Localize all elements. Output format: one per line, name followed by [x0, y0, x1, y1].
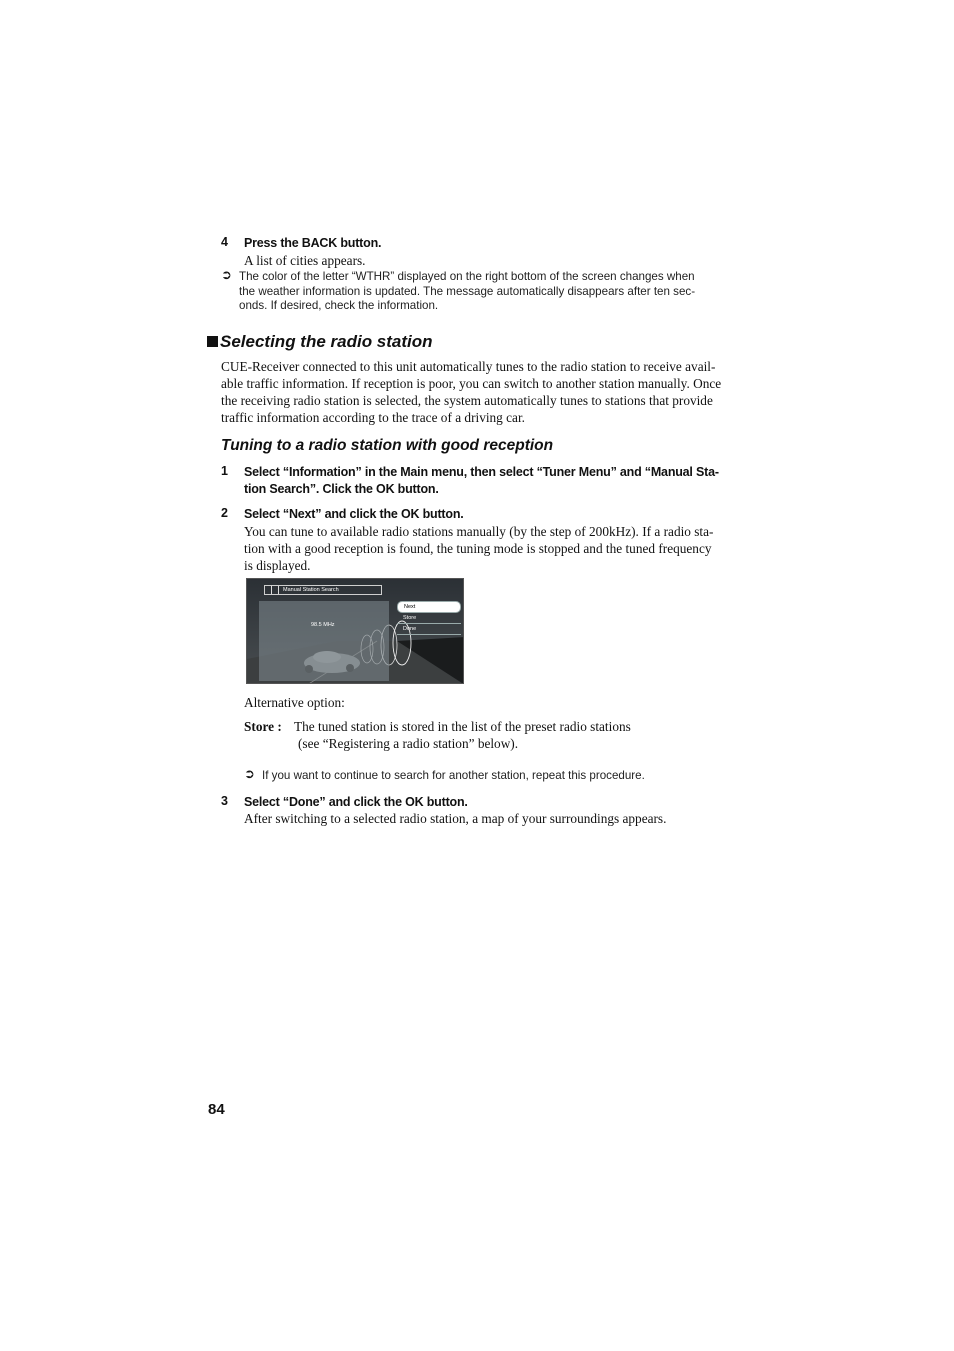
store-description-cont: (see “Registering a radio station” below).: [298, 736, 519, 751]
screen-menu: [397, 601, 461, 635]
note-arrow-icon: ➲: [221, 267, 232, 282]
menu-item-done[interactable]: Done: [397, 624, 461, 635]
section-title-text: Selecting the radio station: [220, 332, 433, 351]
step-1-number: 1: [221, 464, 228, 478]
note-arrow-icon: ➲: [244, 766, 255, 781]
screen-title: Manual Station Search: [283, 587, 339, 593]
store-description: The tuned station is stored in the list of the preset radio stations: [294, 719, 631, 734]
step-2-body: [244, 523, 713, 574]
section-paragraph: [221, 358, 761, 426]
page-number: 84: [208, 1101, 225, 1118]
subsection-title: Tuning to a radio station with good reception: [221, 437, 554, 454]
step-2-heading: Select “Next” and click the OK button.: [244, 507, 464, 521]
heading-line: Select “Information” in the Main menu, then select “Tuner Menu” and “Manual Sta-: [244, 465, 719, 479]
frequency-panel: [259, 601, 389, 681]
paragraph-line: CUE-Receiver connected to this unit automatically tunes to the radio station to receive avail-: [221, 359, 716, 374]
heading-line: tion Search”. Click the OK button.: [244, 482, 439, 496]
tuned-frequency: 98.5 MHz: [311, 622, 335, 628]
body-line: You can tune to available radio stations manually (by the step of 200kHz). If a radio sta-: [244, 524, 714, 539]
manual-station-search-screenshot: [246, 578, 464, 684]
alternative-option-intro: Alternative option:: [244, 695, 345, 710]
step-2-number: 2: [221, 506, 228, 520]
paragraph-line: the receiving radio station is selected, the system automatically tunes to stations that provide: [221, 393, 713, 408]
paragraph-line: traffic information according to the trace of a driving car.: [221, 410, 525, 425]
step-1-heading: [244, 464, 719, 498]
screen-title-bar: [264, 585, 382, 595]
menu-item-next[interactable]: Next: [397, 601, 461, 613]
step-4-number: 4: [221, 235, 228, 249]
repeat-note: If you want to continue to search for another station, repeat this procedure.: [262, 769, 645, 782]
note-line: The color of the letter “WTHR” displayed on the right bottom of the screen changes when: [239, 270, 695, 283]
body-line: is displayed.: [244, 558, 311, 573]
square-bullet-icon: [207, 336, 218, 347]
body-line: tion with a good reception is found, the tuning mode is stopped and the tuned frequency: [244, 541, 712, 556]
section-title: [207, 332, 433, 352]
note-line: onds. If desired, check the information.: [239, 299, 439, 312]
menu-bracket-icon: [271, 586, 279, 594]
step-4-heading: Press the BACK button.: [244, 236, 382, 250]
step-4-body: A list of cities appears.: [244, 253, 366, 268]
menu-item-store[interactable]: Store: [397, 613, 461, 624]
note-line: the weather information is updated. The message automatically disappears after ten sec-: [239, 284, 696, 298]
paragraph-line: able traffic information. If reception is poor, you can switch to another station manually. Once: [221, 376, 722, 391]
step-3-heading: Select “Done” and click the OK button.: [244, 795, 468, 809]
step-4-note: [239, 270, 695, 314]
store-term: Store :: [244, 719, 282, 734]
step-3-number: 3: [221, 794, 228, 808]
step-3-body: After switching to a selected radio station, a map of your surroundings appears.: [244, 811, 667, 826]
